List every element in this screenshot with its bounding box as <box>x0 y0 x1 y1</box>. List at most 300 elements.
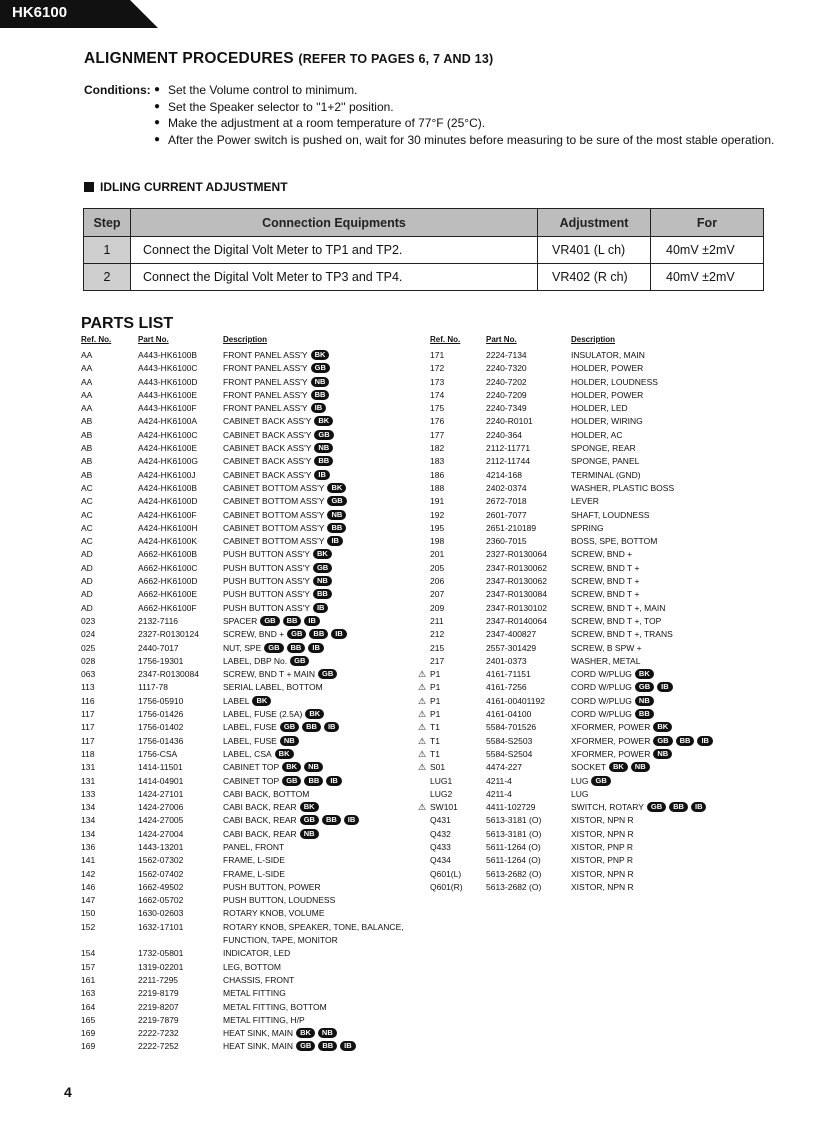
parts-list-left <box>81 335 411 1054</box>
part-description <box>571 362 643 375</box>
part-number <box>138 881 183 894</box>
part-description-text: XISTOR, NPN R <box>571 815 634 826</box>
part-number-text: A662-HK6100E <box>138 589 198 600</box>
part-number <box>138 349 197 362</box>
part-description <box>571 788 588 801</box>
part-description-text: PUSH BUTTON ASS'Y <box>223 549 310 560</box>
alignment-table-header <box>84 209 764 237</box>
parts-row <box>81 881 411 894</box>
part-description <box>223 1027 337 1040</box>
part-description-text: FRONT PANEL ASS'Y <box>223 403 308 414</box>
part-number-text: 1424-27006 <box>138 802 184 813</box>
parts-row <box>81 548 411 561</box>
part-ref-text: AD <box>81 589 93 600</box>
part-ref <box>81 828 95 841</box>
part-description <box>571 415 643 428</box>
parts-row <box>81 934 411 947</box>
region-badge: GB <box>264 643 283 653</box>
idling-heading <box>84 180 288 194</box>
region-badge: GB <box>591 776 610 786</box>
part-description <box>571 575 639 588</box>
region-badge: IB <box>308 643 324 653</box>
part-ref-text: 133 <box>81 788 96 799</box>
parts-row <box>410 455 750 468</box>
region-badge: GB <box>647 802 666 812</box>
part-number <box>138 389 197 402</box>
part-description <box>223 429 334 442</box>
part-description-text: XISTOR, PNP R <box>571 841 634 852</box>
part-description <box>223 655 309 668</box>
part-number <box>138 681 168 694</box>
part-description-text: HOLDER, LOUDNESS <box>571 376 658 387</box>
part-description <box>571 881 634 894</box>
part-description <box>223 1001 327 1014</box>
part-number <box>486 655 527 668</box>
part-description-text: METAL FITTING, BOTTOM <box>223 1001 327 1012</box>
part-description-text: CABINET BACK ASS'Y <box>223 456 312 467</box>
part-ref <box>430 415 444 428</box>
part-number <box>138 522 198 535</box>
connection-cell: Connect the Digital Volt Meter to TP1 and TP2. <box>131 237 538 264</box>
region-badge: GB <box>318 669 337 679</box>
part-ref-text: LUG1 <box>430 775 453 786</box>
part-number-text: 4211-4 <box>486 775 512 786</box>
part-ref-text: AA <box>81 350 93 360</box>
part-description <box>223 562 332 575</box>
region-badge: BB <box>314 456 333 466</box>
region-badge: GB <box>327 496 346 506</box>
safety-warning-icon: ⚠ <box>418 695 427 706</box>
idling-heading-text: IDLING CURRENT ADJUSTMENT <box>100 180 288 194</box>
part-ref <box>430 495 444 508</box>
part-ref <box>81 881 95 894</box>
part-ref <box>430 775 452 788</box>
part-number-text: 2672-7018 <box>486 496 527 507</box>
part-description <box>571 402 628 415</box>
parts-row <box>81 509 411 522</box>
part-ref <box>430 575 444 588</box>
region-badge: GB <box>653 736 672 746</box>
parts-row <box>410 681 750 694</box>
region-badge: BB <box>676 736 695 746</box>
part-number <box>486 535 527 548</box>
part-ref <box>430 389 444 402</box>
part-number-text: 1562-07402 <box>138 868 184 879</box>
parts-row <box>410 735 750 748</box>
parts-row <box>81 642 411 655</box>
part-number <box>138 775 183 788</box>
part-number-text: A424-HK6100G <box>138 456 199 467</box>
part-description <box>223 775 342 788</box>
safety-warning-icon: ⚠ <box>418 709 427 720</box>
part-ref <box>81 801 95 814</box>
part-description-text: PUSH BUTTON ASS'Y <box>223 562 310 573</box>
part-ref <box>81 628 95 641</box>
part-ref <box>81 748 95 761</box>
part-ref <box>430 535 444 548</box>
part-ref-text: AC <box>81 509 93 520</box>
part-description-text: SCREW, BND T + <box>571 562 640 573</box>
region-badge: IB <box>697 736 713 746</box>
region-badge: BB <box>635 709 654 719</box>
part-ref <box>430 854 451 867</box>
part-description-text: METAL FITTING <box>223 988 286 999</box>
part-description-text: CORD W/PLUG <box>571 682 632 693</box>
part-ref <box>430 429 444 442</box>
parts-row <box>81 681 411 694</box>
part-ref <box>81 947 95 960</box>
part-ref-text: T1 <box>430 722 440 733</box>
part-number <box>486 415 533 428</box>
region-badge: IB <box>311 403 327 413</box>
part-number <box>486 775 512 788</box>
header-connection: Connection Equipments <box>131 209 538 237</box>
part-number-text: 2651-210189 <box>486 522 537 533</box>
part-number-text: 2112-11771 <box>486 443 531 454</box>
part-description-text: FRAME, L-SIDE <box>223 868 285 879</box>
part-ref-text: 192 <box>430 509 445 520</box>
part-number <box>138 668 199 681</box>
part-description-text: INSULATOR, MAIN <box>571 350 645 360</box>
connection-cell: Connect the Digital Volt Meter to TP3 and TP4. <box>131 264 538 291</box>
parts-row <box>81 947 411 960</box>
part-ref-text: 025 <box>81 642 96 653</box>
part-description-text: LUG <box>571 788 589 799</box>
region-badge: BK <box>653 722 672 732</box>
part-ref-text: AD <box>81 562 93 573</box>
parts-row <box>81 1001 411 1014</box>
part-ref <box>430 748 440 761</box>
part-number-text: 4411-102729 <box>486 802 536 813</box>
part-description-text: HEAT SINK, MAIN <box>223 1028 294 1039</box>
region-badge: BK <box>314 416 333 426</box>
part-ref-text: AC <box>81 522 93 533</box>
part-description-text: HOLDER, POWER <box>571 363 644 374</box>
part-number <box>138 748 177 761</box>
part-number-text: 2211-7295 <box>138 974 179 985</box>
region-badge: NB <box>318 1028 337 1038</box>
part-ref-text: AB <box>81 443 93 454</box>
region-badge: GB <box>280 722 299 732</box>
part-description <box>571 349 645 362</box>
part-ref <box>430 588 444 601</box>
title-text: ALIGNMENT PROCEDURES <box>84 50 294 67</box>
header-description: Description <box>223 335 268 344</box>
part-description-text: XFORMER, POWER <box>571 748 651 759</box>
region-badge: BK <box>300 802 319 812</box>
part-description <box>223 881 321 894</box>
part-ref <box>81 562 93 575</box>
part-description-text: LABEL, DBP No. <box>223 655 288 666</box>
parts-row <box>81 668 411 681</box>
part-ref <box>81 455 92 468</box>
model-tab <box>0 0 160 28</box>
part-number <box>486 801 535 814</box>
part-number-text: 2224-7134 <box>486 350 527 360</box>
parts-row <box>81 854 411 867</box>
part-ref-text: 182 <box>430 443 445 454</box>
part-description-text: ROTARY KNOB, SPEAKER, TONE, BALANCE, <box>223 921 404 932</box>
parts-row <box>410 854 750 867</box>
part-description-text: HOLDER, WIRING <box>571 416 643 427</box>
part-ref <box>430 522 444 535</box>
part-ref-text: 165 <box>81 1014 96 1025</box>
part-ref <box>81 695 95 708</box>
part-number-text: 2557-301429 <box>486 642 537 653</box>
parts-row <box>410 668 750 681</box>
part-ref-text: 147 <box>81 895 96 906</box>
parts-row <box>410 548 750 561</box>
part-ref <box>430 402 444 415</box>
part-ref-text: 169 <box>81 1028 96 1039</box>
parts-row <box>410 415 750 428</box>
part-ref <box>430 548 444 561</box>
part-ref <box>81 974 95 987</box>
part-number-text: 5613-3181 (O) <box>486 828 542 839</box>
part-description-text: CABI BACK, BOTTOM <box>223 788 310 799</box>
parts-row <box>81 735 411 748</box>
for-cell: 40mV ±2mV <box>651 237 764 264</box>
part-ref <box>81 615 95 628</box>
part-description <box>223 894 335 907</box>
part-description <box>223 548 332 561</box>
part-description-text: FRONT PANEL ASS'Y <box>223 389 308 400</box>
part-ref-text: 152 <box>81 921 96 932</box>
parts-row <box>410 881 750 894</box>
part-description <box>223 575 332 588</box>
part-description <box>223 602 328 615</box>
conditions-label: Conditions: <box>84 83 151 97</box>
part-ref-text: 169 <box>81 1041 96 1052</box>
parts-row <box>410 761 750 774</box>
part-description-text: LABEL <box>223 695 250 706</box>
part-ref-text: 209 <box>430 602 445 613</box>
part-number-text: 1756-CSA <box>138 748 178 759</box>
region-badge: NB <box>280 736 299 746</box>
part-ref <box>430 455 444 468</box>
part-description-text: SCREW, BND + <box>571 549 633 560</box>
region-badge: IB <box>327 536 343 546</box>
part-ref-text: 211 <box>430 615 444 626</box>
part-number <box>138 429 198 442</box>
part-number-text: 1319-02201 <box>138 961 184 972</box>
parts-row <box>410 509 750 522</box>
part-description <box>571 708 654 721</box>
part-ref <box>81 509 93 522</box>
part-ref <box>81 721 95 734</box>
part-description-text: SCREW, BND T + <box>571 576 640 587</box>
part-number <box>138 961 183 974</box>
part-ref-text: AD <box>81 576 93 587</box>
parts-list-right <box>410 335 750 894</box>
part-description-text: CABINET BACK ASS'Y <box>223 416 312 427</box>
region-badge: BK <box>635 669 654 679</box>
part-number-text: A662-HK6100C <box>138 562 198 573</box>
parts-row <box>410 402 750 415</box>
part-number <box>486 708 531 721</box>
region-badge: GB <box>300 815 319 825</box>
part-ref <box>430 881 463 894</box>
part-number <box>486 814 541 827</box>
part-ref <box>430 509 444 522</box>
part-description <box>223 841 284 854</box>
part-number-text: A424-HK6100F <box>138 509 197 520</box>
part-number <box>486 548 547 561</box>
parts-row <box>81 748 411 761</box>
part-description-text: ROTARY KNOB, VOLUME <box>223 908 325 919</box>
part-description <box>571 562 639 575</box>
part-number <box>486 349 527 362</box>
part-description-text: PUSH BUTTON ASS'Y <box>223 576 310 587</box>
part-ref-text: Q601(L) <box>430 868 462 879</box>
part-description-text: HOLDER, LED <box>571 403 628 414</box>
part-number <box>486 761 522 774</box>
part-ref-text: 154 <box>81 948 96 959</box>
part-number <box>486 721 536 734</box>
part-description-text: PUSH BUTTON ASS'Y <box>223 589 310 600</box>
region-badge: BB <box>311 390 330 400</box>
parts-row <box>81 775 411 788</box>
parts-row <box>81 602 411 615</box>
part-ref-text: 164 <box>81 1001 96 1012</box>
parts-row <box>410 575 750 588</box>
part-number-text: 2219-7879 <box>138 1014 179 1025</box>
parts-row <box>81 761 411 774</box>
part-description-text: CABI BACK, REAR <box>223 828 297 839</box>
step-cell: 2 <box>84 264 131 291</box>
part-number-text: 2327-R0130124 <box>138 629 199 640</box>
part-ref <box>430 615 444 628</box>
part-ref-text: 142 <box>81 868 96 879</box>
part-ref <box>81 469 92 482</box>
part-number-text: 1562-07302 <box>138 855 184 866</box>
part-ref <box>430 349 444 362</box>
part-description <box>223 987 286 1000</box>
part-description-text: XFORMER, POWER <box>571 735 651 746</box>
part-ref-text: 173 <box>430 376 445 387</box>
part-number <box>138 1040 179 1053</box>
part-ref-text: AA <box>81 376 93 387</box>
parts-row <box>81 376 411 389</box>
part-number-text: 1424-27004 <box>138 828 184 839</box>
page-number: 4 <box>64 1084 72 1100</box>
part-number-text: 2601-7077 <box>486 509 527 520</box>
part-number-text: 2219-8179 <box>138 988 179 999</box>
part-description <box>571 868 634 881</box>
part-number-text: 4161-7256 <box>486 682 527 693</box>
part-number <box>486 376 527 389</box>
parts-row <box>81 801 411 814</box>
parts-row <box>410 602 750 615</box>
region-badge: IB <box>691 802 707 812</box>
parts-row <box>81 841 411 854</box>
part-description-text: SOCKET <box>571 762 606 773</box>
part-description <box>223 668 337 681</box>
parts-row <box>410 828 750 841</box>
part-ref <box>81 921 95 934</box>
part-description <box>571 535 657 548</box>
part-number-text: 1732-05801 <box>138 948 184 959</box>
part-description-text: CABINET BOTTOM ASS'Y <box>223 522 325 533</box>
part-description-text: PUSH BUTTON ASS'Y <box>223 602 310 613</box>
part-number-text: 5613-2682 (O) <box>486 881 542 892</box>
part-description-text: SPACER <box>223 615 258 626</box>
part-description <box>223 921 404 934</box>
part-number <box>486 615 547 628</box>
part-description <box>223 642 324 655</box>
parts-row <box>410 495 750 508</box>
part-description <box>223 442 333 455</box>
part-ref <box>81 894 95 907</box>
parts-row <box>81 987 411 1000</box>
parts-row <box>81 362 411 375</box>
part-number <box>138 854 183 867</box>
region-badge: NB <box>635 696 654 706</box>
part-ref <box>81 788 95 801</box>
part-number-text: 1632-17101 <box>138 921 184 932</box>
part-number <box>486 602 547 615</box>
part-number-text: 2240-7209 <box>486 389 527 400</box>
part-description <box>223 828 319 841</box>
part-ref <box>81 761 95 774</box>
part-ref-text: 146 <box>81 881 96 892</box>
part-ref-text: 177 <box>430 429 445 440</box>
part-ref <box>81 1001 95 1014</box>
part-description <box>571 681 673 694</box>
part-number <box>486 495 527 508</box>
part-description-text: SPRING <box>571 522 604 533</box>
safety-warning-icon: ⚠ <box>418 735 427 746</box>
part-description <box>223 974 294 987</box>
part-ref <box>81 681 95 694</box>
part-number-text: 1424-27101 <box>138 788 184 799</box>
part-number-text: 2219-8207 <box>138 1001 179 1012</box>
region-badge: BK <box>296 1028 315 1038</box>
part-ref-text: 028 <box>81 655 96 666</box>
part-number-text: A424-HK6100A <box>138 416 198 427</box>
part-number <box>486 841 541 854</box>
part-number <box>138 921 183 934</box>
region-badge: GB <box>290 656 309 666</box>
part-ref <box>430 801 458 814</box>
part-description-text: FRONT PANEL ASS'Y <box>223 350 308 360</box>
part-ref-text: AC <box>81 496 93 507</box>
region-badge: IB <box>313 603 329 613</box>
part-ref-text: T1 <box>430 735 440 746</box>
region-badge: BB <box>287 643 306 653</box>
part-ref <box>81 841 95 854</box>
part-ref <box>430 868 461 881</box>
part-number-text: A424-HK6100C <box>138 429 198 440</box>
part-number-text: 1662-49502 <box>138 881 184 892</box>
part-number-text: 4161-04100 <box>486 709 532 720</box>
part-number-text: A424-HK6100E <box>138 443 198 454</box>
parts-row <box>81 868 411 881</box>
part-description-text: CABINET BOTTOM ASS'Y <box>223 482 325 493</box>
parts-row <box>410 389 750 402</box>
header-description: Description <box>571 335 616 344</box>
part-description-text: SCREW, BND T +, TRANS <box>571 629 673 640</box>
part-number <box>138 801 183 814</box>
part-ref-text: AB <box>81 456 93 467</box>
part-ref <box>81 495 93 508</box>
part-number <box>486 642 536 655</box>
part-description <box>571 775 611 788</box>
parts-row <box>81 1027 411 1040</box>
part-number <box>486 828 541 841</box>
region-badge: BK <box>275 749 294 759</box>
parts-row <box>410 642 750 655</box>
